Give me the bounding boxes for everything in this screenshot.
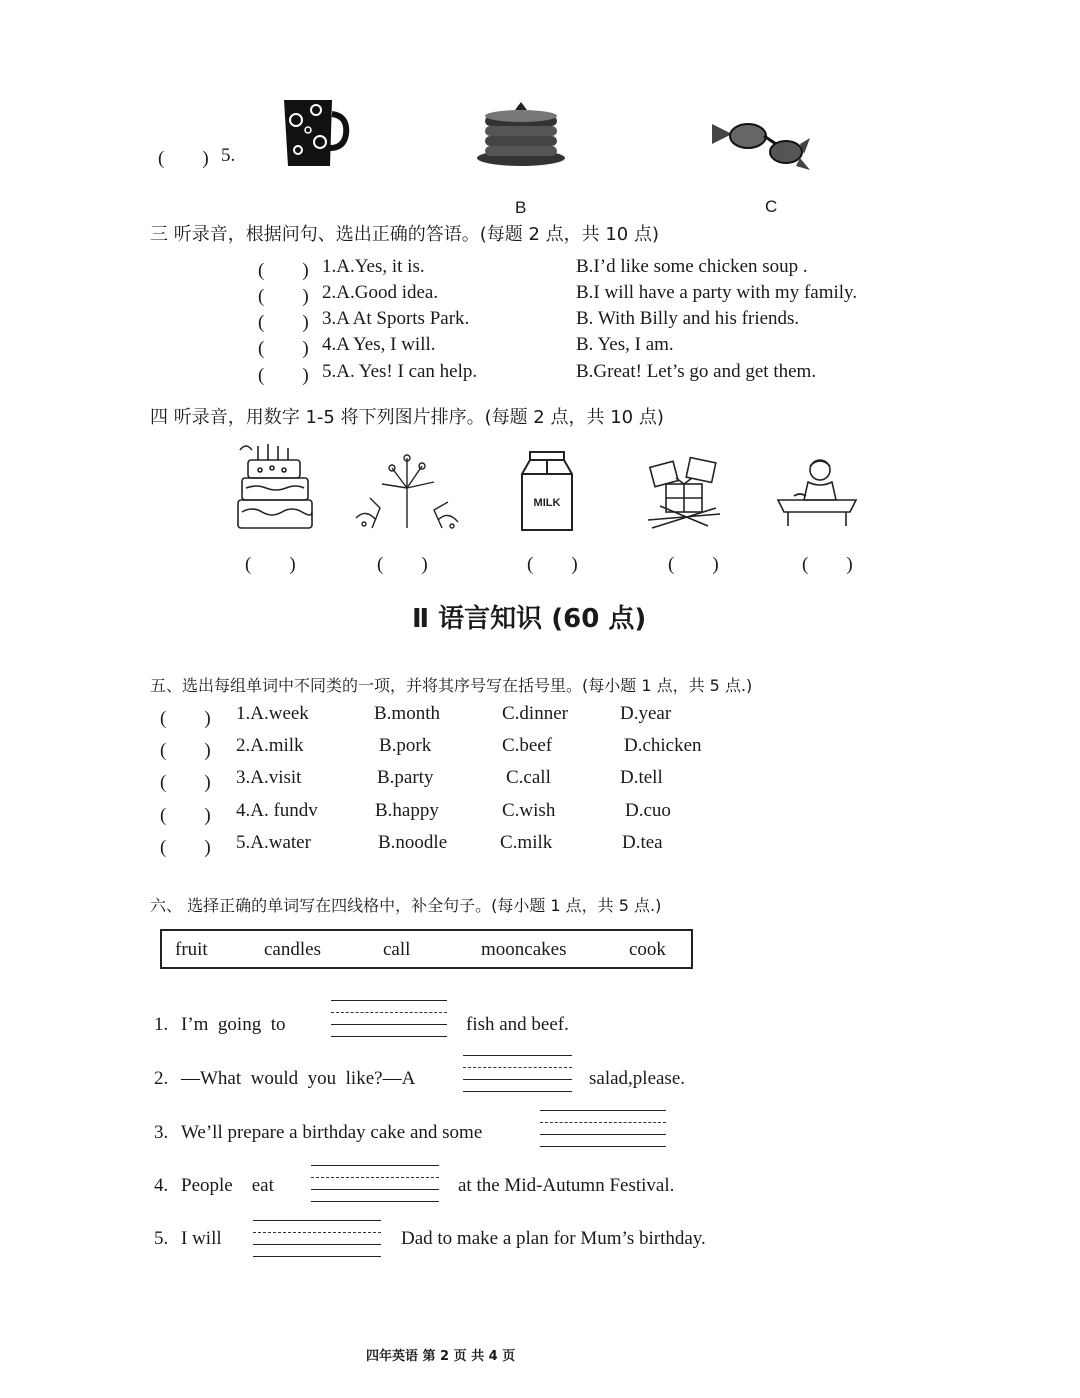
option-c: C.beef [502, 735, 553, 756]
option-a: 3.A.visit [236, 767, 302, 788]
option-a: 3.A At Sports Park. [322, 308, 470, 329]
answer-paren[interactable]: ( ) [258, 260, 309, 281]
option-c-label: C [765, 197, 778, 216]
option-d: D.cuo [625, 800, 671, 821]
candy-icon [710, 104, 812, 174]
option-d: D.year [620, 703, 672, 724]
question-number: 5. [221, 145, 236, 166]
sentence-number: 3. [154, 1122, 169, 1143]
word-bank-item: call [383, 939, 411, 960]
option-a: 4.A Yes, I will. [322, 334, 436, 355]
answer-paren[interactable]: ( ) [160, 805, 211, 826]
four-line-grid[interactable] [463, 1055, 572, 1091]
section-5-title: 五、选出每组单词中不同类的一项，并将其序号写在括号里。(每小题 1 点，共 5 点.) [150, 676, 753, 695]
order-paren[interactable]: ( ) [527, 554, 578, 575]
order-paren[interactable]: ( ) [668, 554, 719, 575]
answer-paren[interactable]: ( ) [158, 148, 209, 169]
option-c: C.wish [502, 800, 556, 821]
option-b: B.month [374, 703, 440, 724]
word-bank-item: cook [629, 939, 666, 960]
option-b: B.noodle [378, 832, 448, 853]
word-bank-item: candles [264, 939, 321, 960]
order-paren[interactable]: ( ) [802, 554, 853, 575]
answer-paren[interactable]: ( ) [258, 286, 309, 307]
word-bank-item: mooncakes [481, 939, 567, 960]
answer-paren[interactable]: ( ) [160, 740, 211, 761]
option-a: 5.A. Yes! I can help. [322, 361, 478, 382]
four-line-grid[interactable] [311, 1165, 439, 1201]
option-b: B.happy [375, 800, 439, 821]
sentence-number: 5. [154, 1228, 169, 1249]
answer-paren[interactable]: ( ) [160, 837, 211, 858]
page-footer: 四年英语 第 2 页 共 4 页 [366, 1349, 516, 1364]
option-d: D.tea [622, 832, 663, 853]
option-a: 1.A.Yes, it is. [322, 256, 425, 277]
option-a: 5.A.water [236, 832, 311, 853]
sentence-text: People eat [181, 1175, 274, 1196]
option-b-label: B [515, 198, 527, 217]
option-b: B.I will have a party with my family. [576, 282, 858, 303]
answer-paren[interactable]: ( ) [258, 312, 309, 333]
word-bank [160, 929, 693, 969]
four-line-grid[interactable] [540, 1110, 666, 1146]
sentence-text: —What would you like?—A [181, 1068, 416, 1089]
option-d: D.chicken [624, 735, 702, 756]
section-6-title: 六、 选择正确的单词写在四线格中，补全句子。(每小题 1 点，共 5 点.) [150, 896, 662, 915]
sentence-number: 4. [154, 1175, 169, 1196]
sentence-number: 1. [154, 1014, 169, 1035]
order-paren[interactable]: ( ) [245, 554, 296, 575]
milk-carton-icon [518, 448, 576, 534]
pancakes-icon [475, 100, 567, 168]
option-b: B.pork [379, 735, 432, 756]
option-b: B. Yes, I am. [576, 334, 674, 355]
option-d: D.tell [620, 767, 663, 788]
answer-paren[interactable]: ( ) [160, 772, 211, 793]
sentence-text: We’ll prepare a birthday cake and some [181, 1122, 483, 1143]
option-b: B.I’d like some chicken soup . [576, 256, 808, 277]
option-a: 1.A.week [236, 703, 309, 724]
answer-paren[interactable]: ( ) [160, 708, 211, 729]
word-bank-item: fruit [175, 939, 208, 960]
answer-paren[interactable]: ( ) [258, 338, 309, 359]
option-a: 2.A.Good idea. [322, 282, 439, 303]
girl-at-table-icon [774, 456, 860, 528]
sentence-text: fish and beef. [466, 1014, 569, 1035]
cake-icon [232, 442, 318, 534]
option-a: 4.A. fundv [236, 800, 318, 821]
option-b: B.Great! Let’s go and get them. [576, 361, 817, 382]
option-c: C.dinner [502, 703, 568, 724]
sentence-text: salad,please. [589, 1068, 686, 1089]
four-line-grid[interactable] [331, 1000, 447, 1036]
milk-label: MILK [533, 497, 561, 509]
option-a: 2.A.milk [236, 735, 304, 756]
sentence-text: I will [181, 1228, 222, 1249]
order-paren[interactable]: ( ) [377, 554, 428, 575]
fireworks-icon [352, 448, 462, 534]
option-c: C.milk [500, 832, 553, 853]
option-c: C.call [506, 767, 551, 788]
part-2-heading: Ⅱ 语言知识 (60 点) [412, 604, 647, 634]
sentence-text: Dad to make a plan for Mum’s birthday. [401, 1228, 706, 1249]
sentence-number: 2. [154, 1068, 169, 1089]
option-b: B. With Billy and his friends. [576, 308, 800, 329]
sentence-text: at the Mid-Autumn Festival. [458, 1175, 675, 1196]
four-line-grid[interactable] [253, 1220, 381, 1256]
option-b: B.party [377, 767, 434, 788]
section-3-title: 三 听录音，根据问句、选出正确的答语。(每题 2 点，共 10 点) [150, 224, 660, 245]
answer-paren[interactable]: ( ) [258, 365, 309, 386]
sentence-text: I’m going to [181, 1014, 286, 1035]
section-4-title: 四 听录音，用数字 1-5 将下列图片排序。(每题 2 点，共 10 点) [150, 407, 664, 428]
cup-icon [278, 96, 350, 170]
gifts-icon [642, 450, 726, 532]
